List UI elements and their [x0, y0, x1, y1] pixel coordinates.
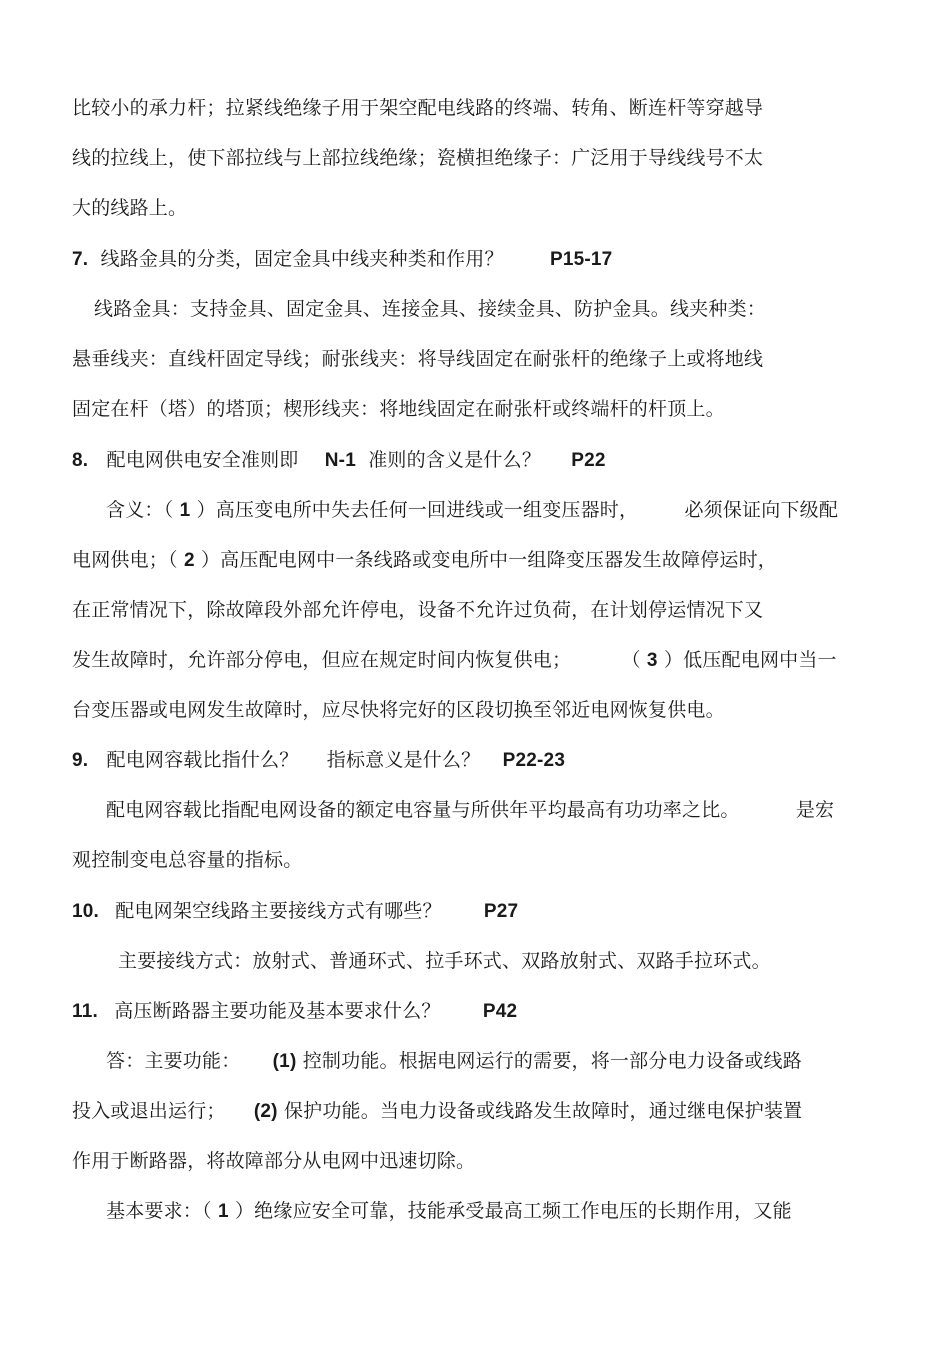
text-run: 在正常情况下，除故障段外部允许停电，设备不允许过负荷，在计划停运情况下又 [72, 599, 764, 621]
text-run: 配电网容载比指配电网设备的额定电容量与所供年平均最高有功功率之比。 [106, 799, 740, 821]
question-text: 配电网容载比指什么？ [106, 749, 299, 771]
text-line [106, 497, 838, 523]
text-line [72, 647, 837, 673]
text-run: 保护功能。当电力设备或线路发生故障时，通过继电保护装置 [283, 1100, 803, 1122]
text-run: 含义：（ [106, 499, 174, 521]
text-run: 是宏 [795, 799, 835, 821]
text-line [72, 597, 763, 623]
text-run: ）绝缘应安全可靠，技能承受最高工频工作电压的长期作用，又能 [234, 1200, 792, 1222]
text-run: 大的线路上。 [72, 197, 188, 219]
text-line [72, 145, 763, 171]
text-run: 基本要求：（ [106, 1200, 212, 1222]
question-heading-9 [72, 747, 565, 773]
question-number: 10. [72, 901, 100, 922]
text-line [118, 948, 771, 974]
text-line [106, 797, 834, 823]
text-run: ）高压变电所中失去任何一回进线或一组变压器时， [196, 499, 639, 521]
list-number: (1) [272, 1051, 297, 1072]
text-line [72, 1098, 802, 1124]
text-run: 线路金具：支持金具、固定金具、连接金具、接续金具、防护金具。线夹种类： [94, 298, 767, 320]
text-run: 发生故障时，允许部分停电，但应在规定时间内恢复供电； [72, 649, 572, 671]
text-run: 答：主要功能： [106, 1050, 241, 1072]
text-run: 投入或退出运行； [72, 1100, 226, 1122]
question-heading-8 [72, 447, 606, 473]
text-run: 主要接线方式：放射式、普通环式、拉手环式、双路放射式、双路手拉环式。 [118, 950, 771, 972]
question-text: 线路金具的分类，固定金具中线夹种类和作用？ [100, 248, 504, 270]
page-reference: P22 [571, 450, 606, 471]
text-run: 作用于断路器，将故障部分从电网中迅速切除。 [72, 1150, 476, 1172]
text-run: 台变压器或电网发生故障时，应尽快将完好的区段切换至邻近电网恢复供电。 [72, 699, 725, 721]
text-run: ）低压配电网中当一 [663, 649, 837, 671]
text-line [72, 697, 725, 723]
question-number: 7. [72, 249, 89, 270]
list-number: 1 [179, 500, 191, 521]
rule-name: N-1 [324, 450, 356, 471]
question-text: 配电网架空线路主要接线方式有哪些？ [115, 900, 442, 922]
list-number: 3 [646, 650, 658, 671]
question-text: 高压断路器主要功能及基本要求什么？ [114, 1000, 441, 1022]
question-text: 配电网供电安全准则即 [106, 449, 299, 471]
text-run: 控制功能。根据电网运行的需要，将一部分电力设备或线路 [302, 1050, 802, 1072]
text-run: 比较小的承力杆；拉紧线绝缘子用于架空配电线路的终端、转角、断连杆等穿越导 [72, 97, 764, 119]
text-line [72, 1148, 475, 1174]
text-run: （ [621, 649, 641, 671]
text-run: ）高压配电网中一条线路或变电所中一组降变压器发生故障停运时， [200, 549, 777, 571]
question-number: 8. [72, 450, 89, 471]
question-text: 准则的含义是什么？ [368, 449, 542, 471]
page-reference: P27 [483, 901, 519, 922]
page-reference: P42 [482, 1001, 518, 1022]
text-line [72, 195, 187, 221]
text-run: 固定在杆（塔）的塔顶；楔形线夹：将地线固定在耐张杆或终端杆的杆顶上。 [72, 398, 725, 420]
text-line [72, 346, 763, 372]
text-run: 必须保证向下级配 [684, 499, 839, 521]
text-line [94, 296, 766, 322]
text-run: 电网供电；（ [72, 549, 178, 571]
question-number: 11. [72, 1001, 98, 1022]
text-line [72, 847, 302, 873]
text-line [106, 1198, 792, 1224]
text-line [72, 547, 777, 573]
text-run: 悬垂线夹：直线杆固定导线；耐张线夹：将导线固定在耐张杆的绝缘子上或将地线 [72, 348, 764, 370]
text-line [72, 396, 725, 422]
list-number: (2) [253, 1101, 278, 1122]
text-line [72, 95, 763, 121]
list-number: 1 [217, 1201, 229, 1222]
page-reference: P15-17 [549, 249, 613, 270]
text-run: 线的拉线上，使下部拉线与上部拉线绝缘；瓷横担绝缘子：广泛用于导线线号不太 [72, 147, 764, 169]
question-number: 9. [72, 750, 89, 771]
list-number: 2 [183, 550, 195, 571]
page-reference: P22-23 [502, 750, 566, 771]
question-text: 指标意义是什么？ [326, 749, 481, 771]
question-heading-10 [72, 898, 518, 924]
question-heading-7 [72, 246, 612, 272]
text-line [106, 1048, 802, 1074]
question-heading-11 [72, 998, 517, 1024]
text-run: 观控制变电总容量的指标。 [72, 849, 303, 871]
